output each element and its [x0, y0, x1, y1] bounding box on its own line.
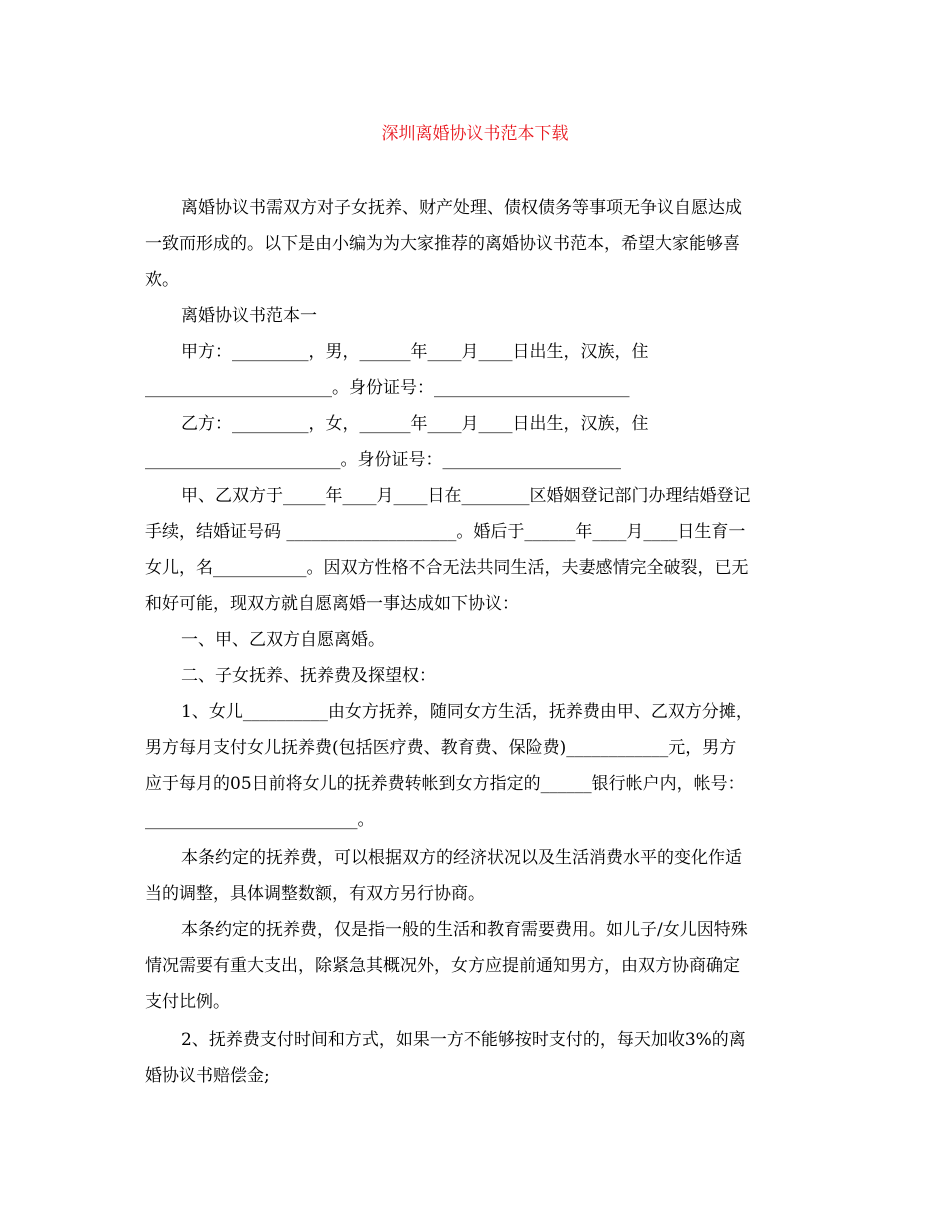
intro-line-1: 离婚协议书需双方对子女抚养、财产处理、债权债务等事项无争议自愿达成	[181, 198, 742, 218]
payment-line-2: 婚协议书赔偿金;	[145, 1066, 270, 1086]
party-a-line-2: ______________________。身份证号：_______________________	[145, 378, 630, 398]
expense-line-3: 支付比例。	[145, 992, 230, 1012]
adjust-line-2: 当的调整，具体调整数额，有双方另行协商。	[145, 884, 485, 904]
payment-line-1: 2、抚养费支付时间和方式，如果一方不能够按时支付的，每天加收3%的离	[181, 1030, 746, 1050]
party-a-line-1: 甲方：_________，男，______年____月____日出生，汉族，住	[181, 342, 649, 362]
custody-line-4: _________________________。	[145, 810, 375, 830]
marriage-line-2: 手续，结婚证号码 ____________________。婚后于______年____月____日生育一	[145, 522, 746, 542]
expense-line-2: 情况需要有重大支出，除紧急其概况外，女方应提前通知男方，由双方协商确定	[145, 956, 740, 976]
party-b-line-1: 乙方：_________，女，______年____月____日出生，汉族，住	[181, 414, 649, 434]
custody-line-3: 应于每月的05日前将女儿的抚养费转帐到女方指定的______银行帐户内，帐号：	[145, 774, 745, 794]
custody-line-2: 男方每月支付女儿抚养费(包括医疗费、教育费、保险费)____________元，男方	[145, 738, 737, 758]
clause-1: 一、甲、乙双方自愿离婚。	[181, 630, 385, 650]
section-heading: 离婚协议书范本一	[181, 306, 317, 326]
intro-line-3: 欢。	[145, 270, 179, 290]
marriage-line-4: 和好可能，现双方就自愿离婚一事达成如下协议：	[145, 594, 519, 614]
custody-line-1: 1、女儿__________由女方抚养，随同女方生活，抚养费由甲、乙双方分摊，	[181, 702, 753, 722]
intro-line-2: 一致而形成的。以下是由小编为为大家推荐的离婚协议书范本，希望大家能够喜	[145, 234, 740, 254]
adjust-line-1: 本条约定的抚养费，可以根据双方的经济状况以及生活消费水平的变化作适	[181, 848, 742, 868]
clause-2: 二、子女抚养、抚养费及探望权：	[181, 666, 436, 686]
document-title: 深圳离婚协议书范本下载	[381, 124, 569, 144]
expense-line-1: 本条约定的抚养费，仅是指一般的生活和教育需要费用。如儿子/女儿因特殊	[181, 920, 748, 940]
marriage-line-1: 甲、乙双方于_____年____月____日在________区婚姻登记部门办理结婚登记	[181, 486, 751, 506]
marriage-line-3: 女儿，名___________。因双方性格不合无法共同生活，夫妻感情完全破裂，已无	[145, 558, 749, 578]
party-b-line-2: _______________________。身份证号：_____________________	[145, 450, 621, 470]
